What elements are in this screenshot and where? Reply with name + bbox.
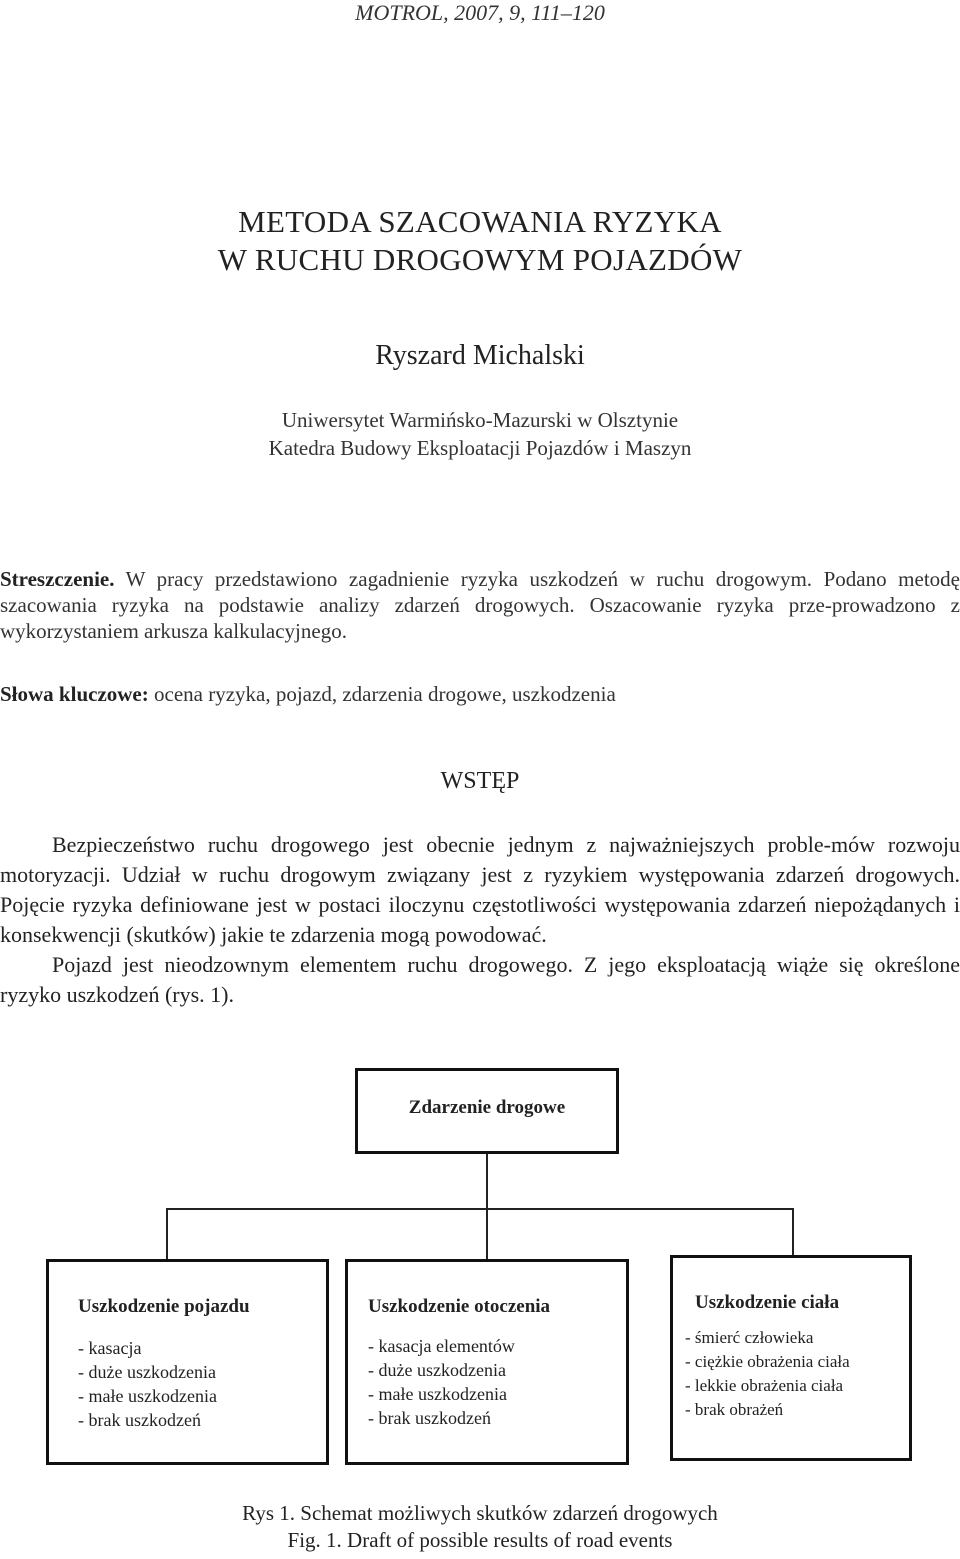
affiliation-department: Katedra Budowy Eksploatacji Pojazdów i Maszyn [268, 436, 692, 460]
paper-title-line-2: W RUCHU DROGOWYM POJAZDÓW [217, 242, 743, 277]
figure-caption-polish: Rys 1. Schemat możliwych skutków zdarzeń drogowych [242, 1501, 718, 1525]
diagram-box-surroundings-list [368, 1334, 515, 1430]
keywords-label: Słowa kluczowe: [0, 682, 149, 706]
figure-caption-english: Fig. 1. Draft of possible results of road events [287, 1528, 673, 1552]
abstract-label: Streszczenie. [0, 567, 115, 591]
connector-left [166, 1208, 168, 1260]
connector-root-trunk [486, 1154, 488, 1210]
paper-title-line-1: METODA SZACOWANIA RYZYKA [238, 204, 722, 239]
keywords [0, 681, 960, 707]
list-item: - małe uszkodzenia [368, 1384, 507, 1404]
diagram-root-box [355, 1068, 619, 1154]
body-text [0, 830, 960, 1010]
section-heading: WSTĘP [440, 768, 520, 794]
list-item: - małe uszkodzenia [78, 1386, 217, 1406]
connector-middle [486, 1208, 488, 1260]
list-item: - lekkie obrażenia ciała [685, 1376, 844, 1395]
diagram-box-surroundings [345, 1259, 629, 1465]
diagram-box-vehicle [46, 1259, 329, 1465]
list-item: - brak uszkodzeń [78, 1410, 201, 1430]
author-name: Ryszard Michalski [375, 340, 585, 371]
list-item: - duże uszkodzenia [368, 1360, 506, 1380]
diagram-box-vehicle-list [78, 1336, 217, 1432]
affiliation-university: Uniwersytet Warmińsko-Mazurski w Olsztynie [281, 408, 679, 432]
journal-citation: MOTROL, 2007, 9, 111–120 [355, 0, 605, 25]
list-item: - kasacja [78, 1338, 142, 1358]
list-item: - brak uszkodzeń [368, 1408, 491, 1428]
diagram-box-body-title: Uszkodzenie ciała [695, 1292, 840, 1313]
diagram-box-vehicle-title: Uszkodzenie pojazdu [78, 1296, 250, 1317]
list-item: - kasacja elementów [368, 1336, 515, 1356]
diagram-box-surroundings-title: Uszkodzenie otoczenia [368, 1296, 551, 1317]
keywords-text: ocena ryzyka, pojazd, zdarzenia drogowe, uszkodzenia [148, 682, 616, 706]
connector-right [792, 1208, 794, 1260]
diagram-root-label: Zdarzenie drogowe [408, 1097, 566, 1118]
abstract [0, 566, 960, 644]
list-item: - brak obrażeń [685, 1400, 784, 1419]
body-paragraph-1: Bezpieczeństwo ruchu drogowego jest obecnie jednym z najważniejszych proble-mów rozwoju motoryzacji. Udział w ruchu drogowym związany jest z ryzykiem występowania zdarzeń drogowych. Pojęcie ryzyka definiowane jest w postaci iloczynu częstotliwości występowania zdarzeń niepożądanych i konsekwencji (skutków) jakie te zdarzenia mogą powodować. [0, 832, 960, 947]
list-item: - ciężkie obrażenia ciała [685, 1352, 850, 1371]
list-item: - duże uszkodzenia [78, 1362, 216, 1382]
diagram-box-body [670, 1255, 912, 1461]
diagram-box-body-list [685, 1326, 850, 1422]
abstract-text: W pracy przedstawiono zagadnienie ryzyka uszkodzeń w ruchu drogowym. Podano metodę szacowania ryzyka na podstawie analizy zdarzeń drogowych. Oszacowanie ryzyka prze-prowadzono z wykorzystaniem arkusza kalkulacyjnego. [0, 567, 960, 643]
list-item: - śmierć człowieka [685, 1328, 814, 1347]
body-paragraph-2: Pojazd jest nieodzownym elementem ruchu drogowego. Z jego eksploatacją wiąże się określone ryzyko uszkodzeń (rys. 1). [0, 952, 960, 1007]
connector-horizontal [166, 1208, 794, 1210]
